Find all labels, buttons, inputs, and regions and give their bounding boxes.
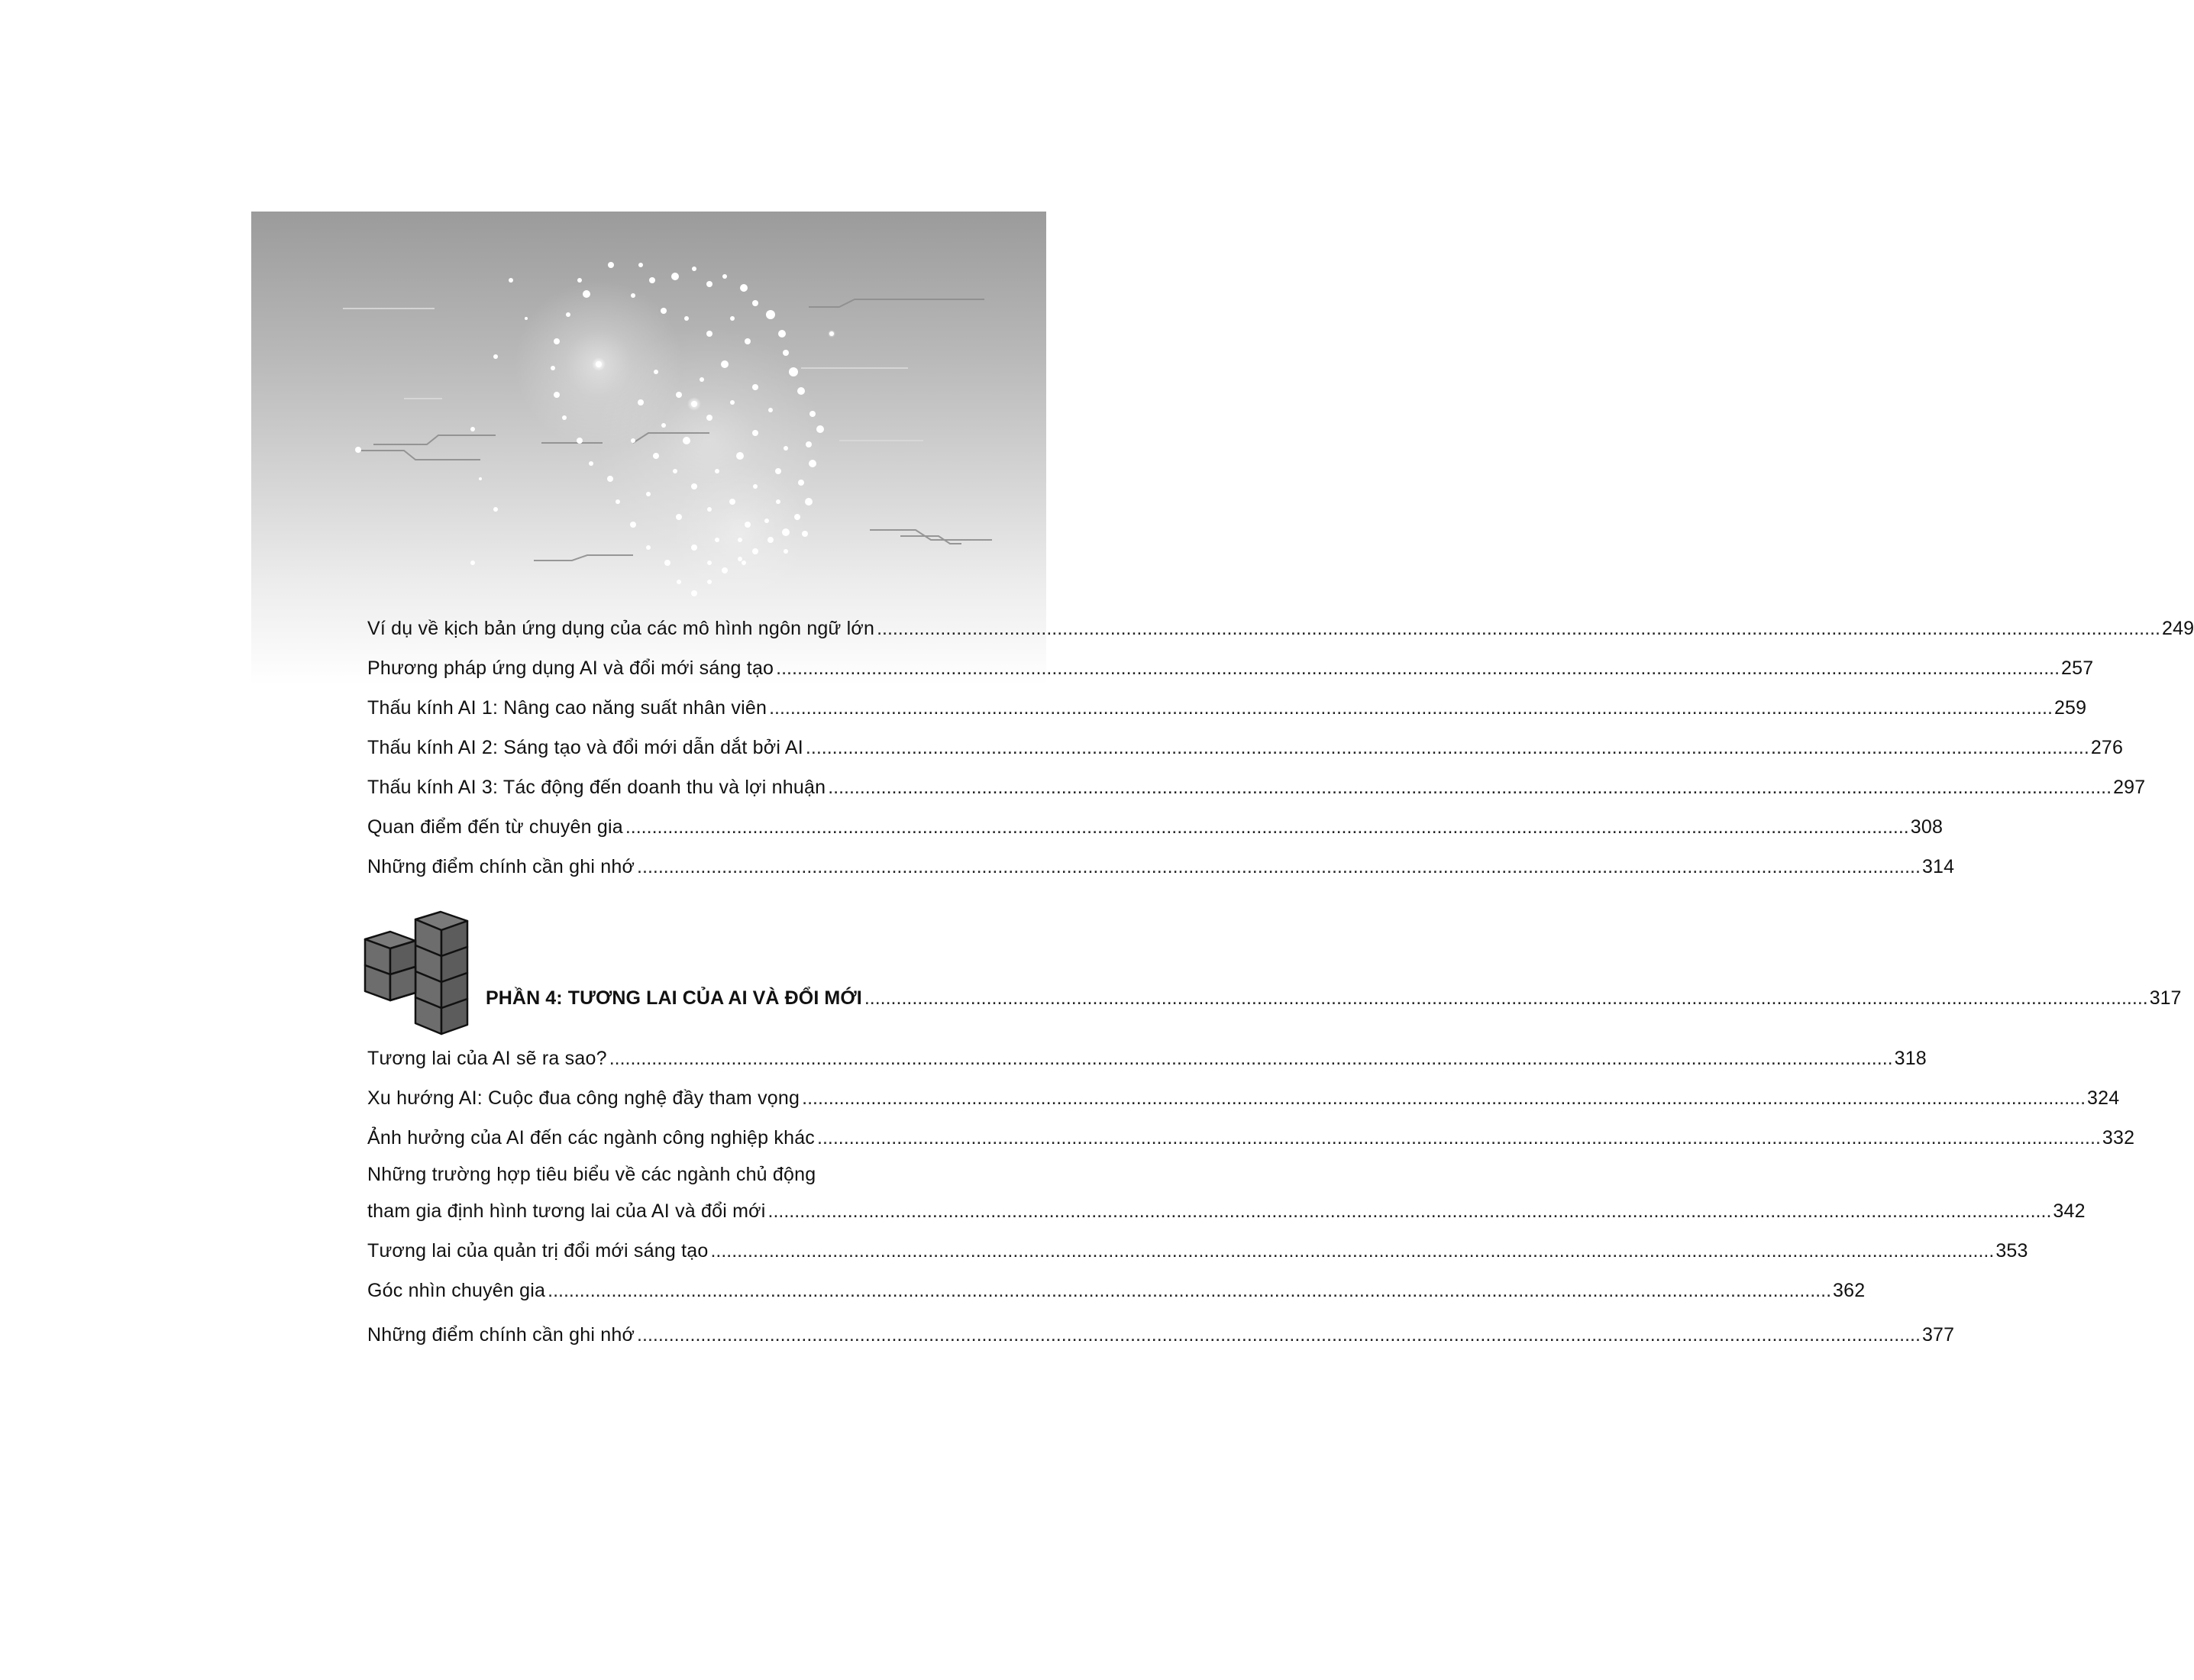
toc-entry-title: Góc nhìn chuyên gia [367,1280,546,1301]
toc-entry-title: Phương pháp ứng dụng AI và đổi mới sáng tạo [367,657,774,679]
dot-leader [710,1231,1994,1271]
toc-section-3 [367,609,2194,887]
toc-entry-page: 353 [1995,1240,2028,1262]
toc-entry-page: 314 [1921,856,1955,877]
toc-entry-page: 324 [2087,1087,2120,1109]
toc-entry[interactable] [367,648,2094,688]
toc-entry[interactable] [367,1271,1866,1310]
dot-leader [548,1271,1831,1310]
toc-entry[interactable] [367,728,2124,767]
toc-entry[interactable] [367,807,1944,847]
toc-entry[interactable] [367,1158,2086,1231]
toc-entry-title: Tương lai của AI sẽ ra sao? [367,1048,607,1069]
toc-entry[interactable] [367,1078,2120,1118]
dot-leader [864,978,2148,1018]
toc-entry[interactable] [367,609,2194,648]
toc-entry-title: Ví dụ về kịch bản ứng dụng của các mô hình ngôn ngữ lớn [367,618,875,639]
cubes-icon [364,909,470,1039]
toc-entry-title: Tương lai của quản trị đổi mới sáng tạo [367,1240,709,1262]
toc-entry[interactable] [367,847,1955,887]
part-4-page: 317 [2149,987,2182,1009]
dot-leader [625,807,1909,847]
toc-entry-page: 377 [1921,1324,1955,1346]
toc-entry[interactable] [367,767,2146,807]
toc-entry-page: 308 [1910,816,1944,838]
dot-leader [828,767,2112,807]
toc-entry-title-line1: Những trường hợp tiêu biểu về các ngành chủ động [367,1164,816,1185]
dot-leader [817,1118,2101,1158]
dot-leader [768,1191,2052,1231]
toc-entry[interactable] [367,1231,2028,1271]
toc-entry-page: 297 [2113,777,2146,798]
dot-leader [609,1039,1893,1078]
toc-entry-page: 249 [2161,618,2194,639]
toc-entry-title-line2: tham gia định hình tương lai của AI và đổi mới [367,1200,766,1222]
toc-entry-line2 [367,1191,2086,1231]
toc-entry-title: Thấu kính AI 1: Nâng cao năng suất nhân viên [367,697,767,719]
dot-leader [637,1315,1921,1355]
toc-entry-title: Xu hướng AI: Cuộc đua công nghệ đầy tham vọng [367,1087,800,1109]
part-4-title: PHẦN 4: TƯƠNG LAI CỦA AI VÀ ĐỔI MỚI [486,987,862,1009]
toc-entry-title: Những điểm chính cần ghi nhớ [367,856,635,877]
dot-leader [769,688,2053,728]
toc-entry-page: 342 [2053,1200,2086,1222]
toc-entry-page: 362 [1833,1280,1866,1301]
toc-entry-page: 318 [1894,1048,1927,1069]
toc-entry-page: 257 [2061,657,2094,679]
part-4-row [486,978,2182,1018]
toc-entry[interactable] [367,1315,1955,1355]
toc-entry-title: Những điểm chính cần ghi nhớ [367,1324,635,1346]
toc-section-4 [367,1039,2135,1355]
dot-leader [802,1078,2086,1118]
toc-entry[interactable] [367,688,2087,728]
dot-leader [637,847,1921,887]
part-4-heading[interactable] [364,909,2182,1039]
toc-entry-page: 332 [2102,1127,2135,1149]
toc-entry-page: 276 [2090,737,2124,758]
toc-entry[interactable] [367,1118,2135,1158]
toc-entry-title: Thấu kính AI 3: Tác động đến doanh thu và lợi nhuận [367,777,826,798]
dot-leader [806,728,2089,767]
toc-entry-title: Thấu kính AI 2: Sáng tạo và đổi mới dẫn dắt bởi AI [367,737,803,758]
dot-leader [877,609,2160,648]
toc-entry-title: Ảnh hưởng của AI đến các ngành công nghiệp khác [367,1127,816,1149]
toc-entry-title: Quan điểm đến từ chuyên gia [367,816,623,838]
toc-entry-page: 259 [2053,697,2087,719]
dot-leader [776,648,2060,688]
toc-entry[interactable] [367,1039,1927,1078]
